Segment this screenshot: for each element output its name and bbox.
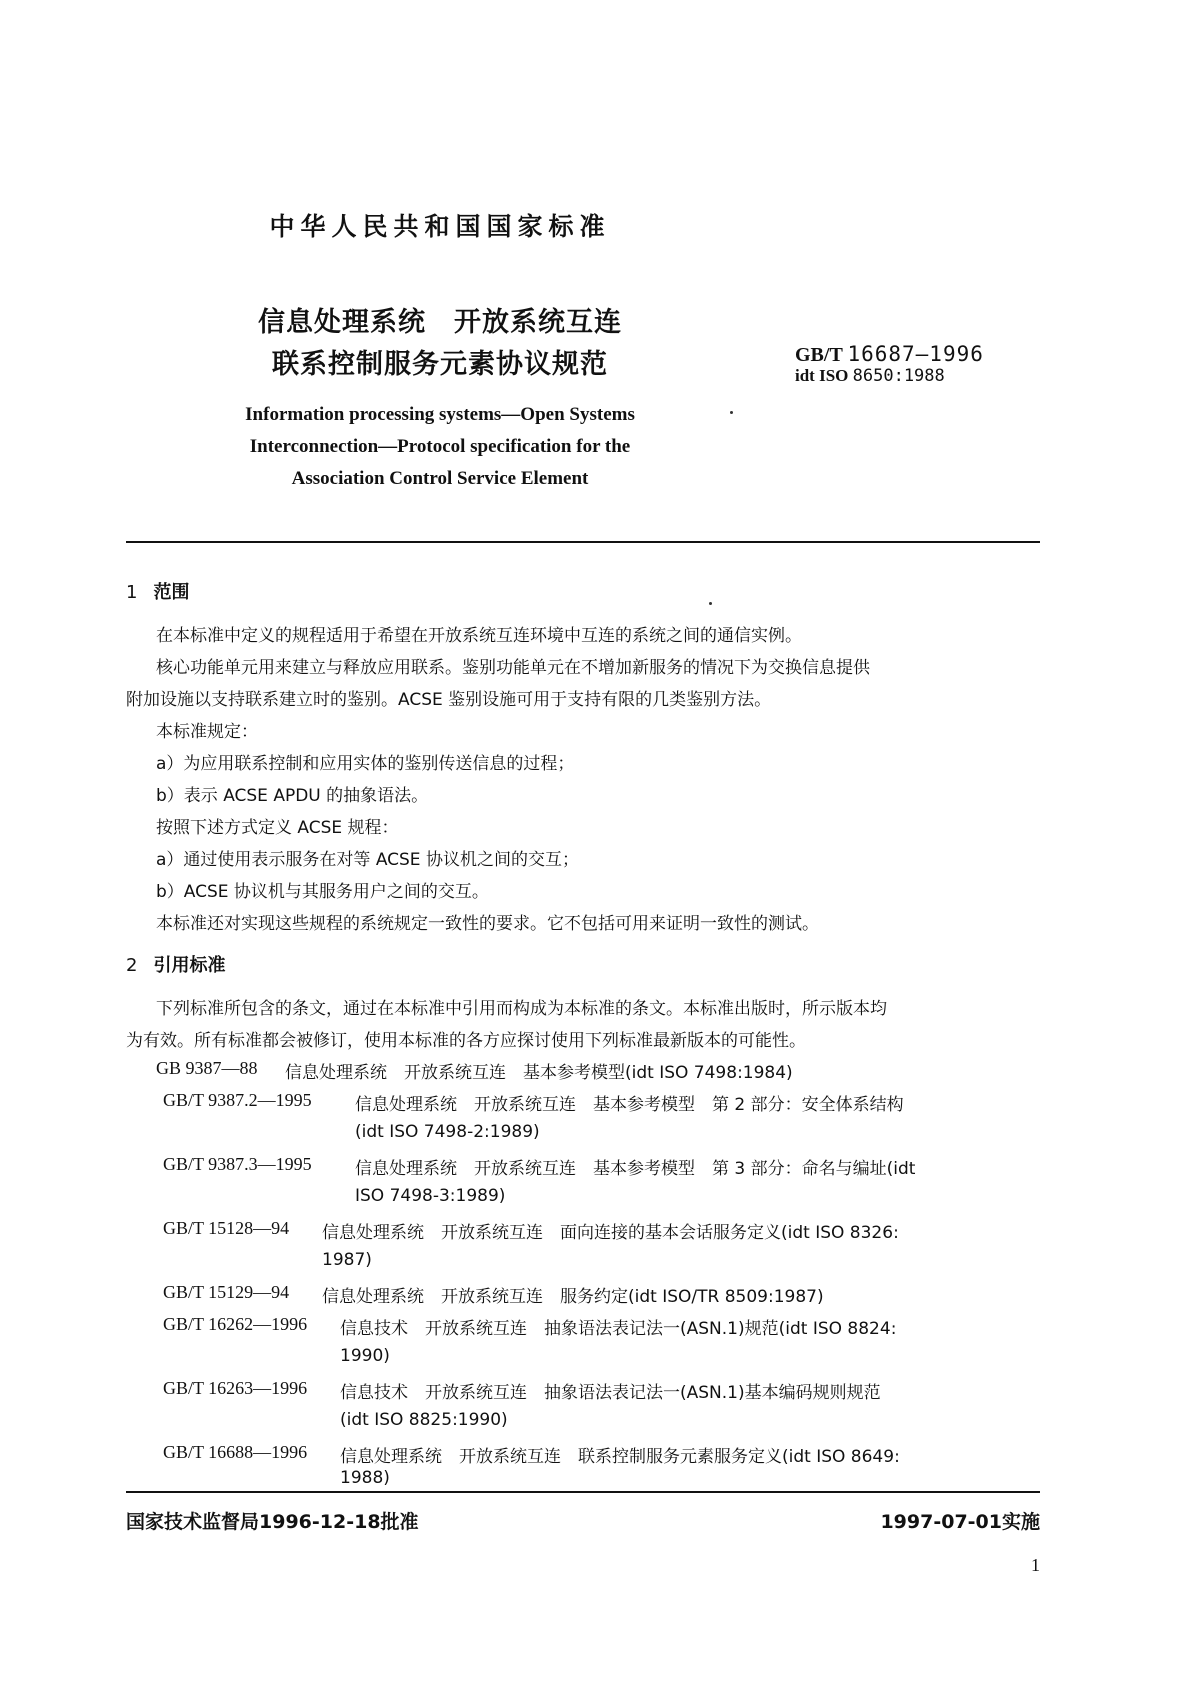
section1-line: b）表示 ACSE APDU 的抽象语法。: [156, 786, 429, 806]
top-divider: [126, 541, 1040, 543]
bottom-divider: [126, 1491, 1040, 1493]
standard-number: [795, 342, 984, 367]
section2-intro: 下列标准所包含的条文，通过在本标准中引用而构成为本标准的条文。本标准出版时，所示版本均: [156, 999, 887, 1019]
idt-reference: [795, 366, 945, 386]
section1-line: 附加设施以支持联系建立时的鉴别。ACSE 鉴别设施可用于支持有限的几类鉴别方法。: [126, 690, 772, 710]
cn-title-line1: 信息处理系统 开放系统互连: [258, 307, 622, 338]
reference-code: GB 9387—88: [156, 1058, 258, 1078]
reference-continuation: (idt ISO 7498-2:1989): [355, 1122, 540, 1142]
approval-date: 国家技术监督局1996-12-18批准: [126, 1511, 419, 1533]
section1-line: b）ACSE 协议机与其服务用户之间的交互。: [156, 882, 489, 902]
section1-line: 核心功能单元用来建立与释放应用联系。鉴别功能单元在不增加新服务的情况下为交换信息提供: [156, 658, 870, 678]
reference-code: GB/T 15129—94: [163, 1282, 290, 1302]
scan-speck: [709, 602, 712, 605]
section1-line: 本标准还对实现这些规程的系统规定一致性的要求。它不包括可用来证明一致性的测试。: [156, 914, 819, 934]
reference-code: GB/T 16263—1996: [163, 1378, 308, 1398]
section1-line: a）通过使用表示服务在对等 ACSE 协议机之间的交互；: [156, 850, 579, 870]
reference-title: 信息处理系统 开放系统互连 联系控制服务元素服务定义(idt ISO 8649:: [340, 1447, 900, 1467]
standard-code: 16687—1996: [847, 342, 984, 366]
reference-continuation: (idt ISO 8825:1990): [340, 1410, 508, 1430]
reference-code: GB/T 9387.2—1995: [163, 1090, 312, 1110]
national-standard-heading: 中华人民共和国国家标准: [269, 212, 611, 241]
reference-title: 信息处理系统 开放系统互连 基本参考模型 第 3 部分：命名与编址(idt: [355, 1159, 916, 1179]
reference-continuation: ISO 7498-3:1989): [355, 1186, 506, 1206]
reference-title: 信息技术 开放系统互连 抽象语法表记法一(ASN.1)基本编码规则规范: [340, 1383, 881, 1403]
section1-heading: [126, 578, 189, 604]
reference-title: 信息处理系统 开放系统互连 基本参考模型 第 2 部分：安全体系结构: [355, 1095, 904, 1115]
section1-title: 范围: [153, 582, 190, 603]
section1-line: a）为应用联系控制和应用实体的鉴别传送信息的过程；: [156, 754, 575, 774]
reference-code: GB/T 16262—1996: [163, 1314, 308, 1334]
cn-title-line2: 联系控制服务元素协议规范: [272, 349, 608, 380]
reference-title: 信息处理系统 开放系统互连 基本参考模型(idt ISO 7498:1984): [285, 1063, 793, 1083]
en-title-line2: Interconnection—Protocol specification for the: [249, 436, 631, 457]
reference-code: GB/T 16688—1996: [163, 1442, 308, 1462]
section1-line: 在本标准中定义的规程适用于希望在开放系统互连环境中互连的系统之间的通信实例。: [156, 626, 802, 646]
section1-line: 按照下述方式定义 ACSE 规程：: [156, 818, 399, 838]
en-title-line1: Information processing systems—Open Systems: [245, 404, 635, 425]
section2-intro: 为有效。所有标准都会被修订，使用本标准的各方应探讨使用下列标准最新版本的可能性。: [126, 1031, 806, 1051]
reference-code: GB/T 15128—94: [163, 1218, 290, 1238]
en-title-line3: Association Control Service Element: [291, 468, 589, 489]
reference-title: 信息处理系统 开放系统互连 面向连接的基本会话服务定义(idt ISO 8326:: [322, 1223, 899, 1243]
reference-code: GB/T 9387.3—1995: [163, 1154, 312, 1174]
page-number: 1: [1031, 1555, 1040, 1575]
section2-title: 引用标准: [153, 955, 226, 976]
idt-code: 8650:1988: [852, 366, 945, 386]
idt-prefix: idt ISO: [795, 366, 849, 385]
reference-continuation: 1987): [322, 1250, 372, 1270]
standard-prefix: GB/T: [795, 344, 843, 366]
reference-title: 信息处理系统 开放系统互连 服务约定(idt ISO/TR 8509:1987): [322, 1287, 824, 1307]
section2-number: 2: [126, 955, 138, 976]
section1-number: 1: [126, 582, 138, 603]
reference-continuation: 1990): [340, 1346, 390, 1366]
section2-heading: [126, 951, 225, 977]
reference-title: 信息技术 开放系统互连 抽象语法表记法一(ASN.1)规范(idt ISO 8824:: [340, 1319, 897, 1339]
section1-line: 本标准规定：: [156, 722, 258, 742]
effective-date: 1997-07-01实施: [880, 1511, 1040, 1533]
reference-continuation: 1988): [340, 1468, 390, 1488]
scan-speck: [730, 411, 733, 414]
